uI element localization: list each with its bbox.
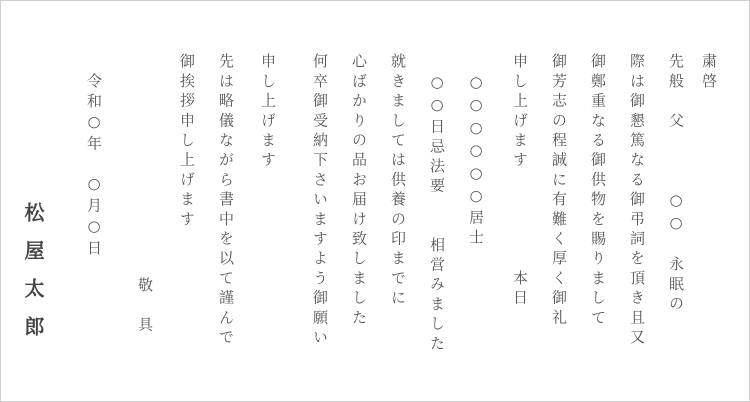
letter-line-1: 先般 父 ○○ 永眠の (667, 53, 685, 316)
letter-date: 令和○年 ○月○日 (85, 73, 103, 260)
letter-line-8: 就きましては供養の印までに (389, 53, 407, 310)
letter-line-7: ○○日忌法要 相営みました (428, 73, 446, 355)
letter-line-13: 御挨拶申し上げます (178, 53, 196, 231)
letter-line-12: 先は略儀ながら書中を以て謹んで (217, 53, 235, 349)
letter-line-11: 申し上げます (259, 53, 277, 172)
letter-line-9: 心ばかりの品お届け致しました (350, 53, 368, 329)
posthumous-name: ○○○○○○居士 (467, 73, 485, 249)
letter-line-3: 御鄭重なる御供物を賜りまして (589, 53, 607, 329)
letter-line-5: 申し上げます 本日 (511, 53, 529, 310)
sender-name: 松屋太郎 (21, 202, 45, 354)
opening-salutation: 粛啓 (700, 53, 718, 93)
letter-line-4: 御芳志の程誠に有難く厚く御礼 (550, 53, 568, 329)
closing-salutation: 敬 具 (136, 277, 154, 337)
letter-line-2: 際は御懇篤なる御弔詞を頂き且又 (628, 53, 646, 349)
letter-line-10: 何卒御受納下さいますよう御願い (311, 53, 329, 349)
